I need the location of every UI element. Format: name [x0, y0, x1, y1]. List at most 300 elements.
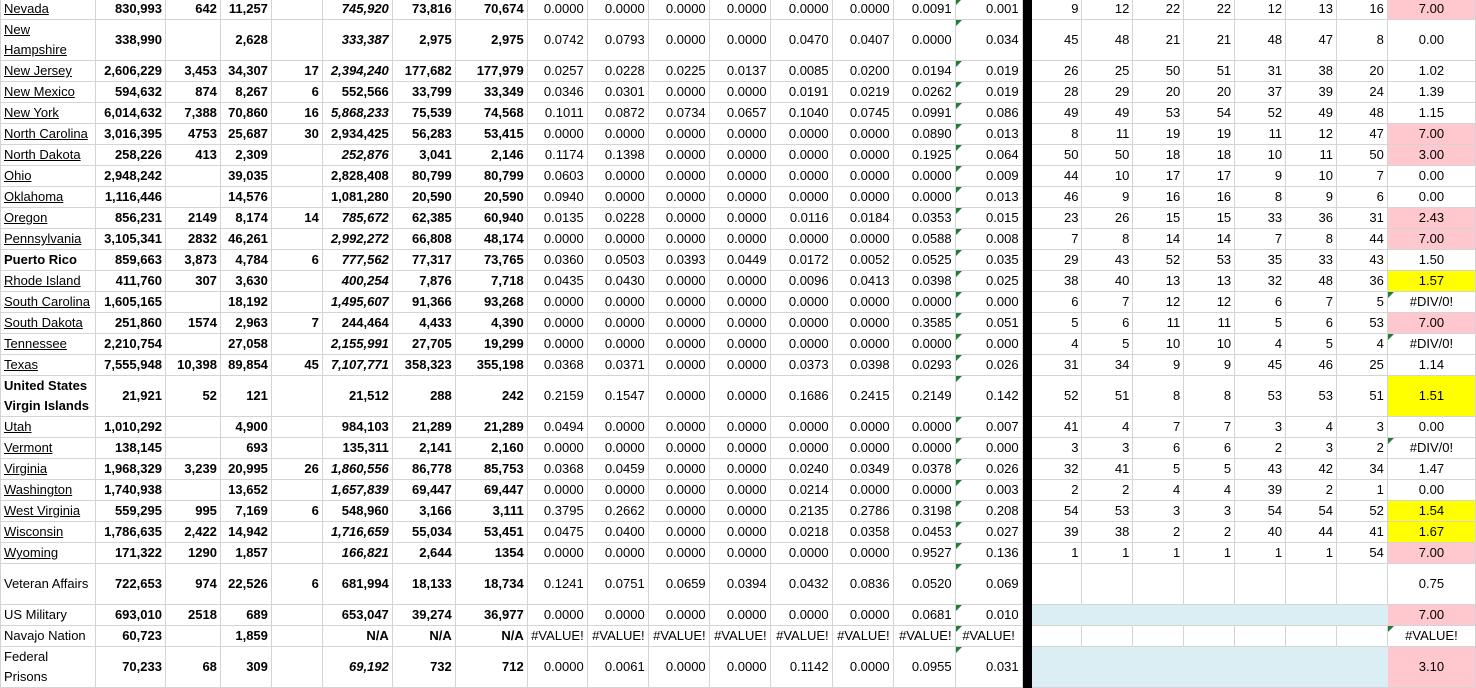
data-cell[interactable]: 0.0000: [709, 522, 770, 543]
data-cell[interactable]: 0.0000: [770, 438, 832, 459]
rank-cell[interactable]: 53: [1184, 250, 1235, 271]
data-cell[interactable]: 0.0000: [832, 292, 893, 313]
rank-cell[interactable]: 3: [1082, 438, 1133, 459]
data-cell[interactable]: 0.0378: [893, 459, 955, 480]
data-cell[interactable]: 0.0000: [893, 187, 955, 208]
data-cell[interactable]: 25,687: [220, 124, 271, 145]
rank-cell[interactable]: 1: [1235, 543, 1286, 564]
data-cell[interactable]: 0.0368: [527, 459, 587, 480]
data-cell[interactable]: 0.0000: [527, 292, 587, 313]
data-cell[interactable]: 73,765: [455, 250, 527, 271]
data-cell[interactable]: 2149: [165, 208, 220, 229]
data-cell[interactable]: 0.0085: [770, 61, 832, 82]
data-cell[interactable]: 0.0000: [587, 543, 648, 564]
data-cell[interactable]: 0.0000: [832, 543, 893, 564]
score-cell[interactable]: 0.00: [1387, 187, 1475, 208]
rank-cell[interactable]: 53: [1133, 103, 1184, 124]
data-cell[interactable]: 1574: [165, 313, 220, 334]
row-label-cell[interactable]: [1, 166, 96, 187]
rank-cell[interactable]: 15: [1133, 208, 1184, 229]
rank-cell[interactable]: 20: [1133, 82, 1184, 103]
rank-cell[interactable]: 6: [1031, 292, 1082, 313]
rank-cell[interactable]: 16: [1184, 187, 1235, 208]
data-cell[interactable]: [271, 271, 322, 292]
rank-cell[interactable]: 13: [1184, 271, 1235, 292]
rank-cell[interactable]: 44: [1031, 166, 1082, 187]
data-cell[interactable]: [271, 166, 322, 187]
data-cell[interactable]: 0.0368: [527, 355, 587, 376]
rank-cell[interactable]: 50: [1133, 61, 1184, 82]
data-cell[interactable]: 1,860,556: [322, 459, 392, 480]
data-cell[interactable]: 830,993: [95, 0, 165, 20]
data-cell[interactable]: 0.0000: [832, 187, 893, 208]
data-cell[interactable]: [271, 417, 322, 438]
rank-cell[interactable]: [1133, 605, 1184, 626]
rank-cell[interactable]: 6: [1184, 438, 1235, 459]
data-cell[interactable]: 0.0000: [709, 355, 770, 376]
data-cell[interactable]: 309: [220, 647, 271, 688]
data-cell[interactable]: 2,828,408: [322, 166, 392, 187]
data-cell[interactable]: 1,740,938: [95, 480, 165, 501]
rank-cell[interactable]: 2: [1082, 480, 1133, 501]
data-cell[interactable]: 6: [271, 250, 322, 271]
score-cell[interactable]: #DIV/0!: [1387, 292, 1475, 313]
data-cell[interactable]: 400,254: [322, 271, 392, 292]
data-cell[interactable]: 0.0000: [648, 187, 709, 208]
rank-cell[interactable]: [1336, 564, 1387, 605]
data-cell[interactable]: 995: [165, 501, 220, 522]
data-cell[interactable]: 53,415: [455, 124, 527, 145]
rank-cell[interactable]: 32: [1031, 459, 1082, 480]
data-cell[interactable]: 18,192: [220, 292, 271, 313]
data-cell[interactable]: 20,590: [392, 187, 455, 208]
data-cell[interactable]: 0.0000: [832, 417, 893, 438]
rank-cell[interactable]: 53: [1286, 376, 1337, 417]
rank-cell[interactable]: 1: [1031, 543, 1082, 564]
data-cell[interactable]: 0.0836: [832, 564, 893, 605]
rank-cell[interactable]: 3: [1235, 417, 1286, 438]
data-cell[interactable]: [271, 647, 322, 688]
score-cell[interactable]: 7.00: [1387, 124, 1475, 145]
data-cell[interactable]: 413: [165, 145, 220, 166]
data-cell[interactable]: #VALUE!: [648, 626, 709, 647]
data-cell[interactable]: 55,034: [392, 522, 455, 543]
data-cell[interactable]: 0.0172: [770, 250, 832, 271]
rank-cell[interactable]: 2: [1235, 438, 1286, 459]
rank-cell[interactable]: 42: [1286, 459, 1337, 480]
data-cell[interactable]: [271, 480, 322, 501]
data-cell[interactable]: 251,860: [95, 313, 165, 334]
data-cell[interactable]: 0.0000: [587, 229, 648, 250]
data-cell[interactable]: 4753: [165, 124, 220, 145]
row-label-cell[interactable]: [1, 61, 96, 82]
row-label-link[interactable]: Washington: [4, 482, 73, 497]
data-cell[interactable]: 548,960: [322, 501, 392, 522]
data-cell[interactable]: [165, 334, 220, 355]
rank-cell[interactable]: 14: [1133, 229, 1184, 250]
data-cell[interactable]: 39,035: [220, 166, 271, 187]
rank-cell[interactable]: 2: [1133, 522, 1184, 543]
data-cell[interactable]: 0.001: [955, 0, 1022, 20]
data-cell[interactable]: 52: [165, 376, 220, 417]
data-cell[interactable]: 0.0000: [832, 0, 893, 20]
data-cell[interactable]: 653,047: [322, 605, 392, 626]
score-cell[interactable]: 1.15: [1387, 103, 1475, 124]
data-cell[interactable]: 0.2149: [893, 376, 955, 417]
data-cell[interactable]: 177,979: [455, 61, 527, 82]
data-cell[interactable]: 7,876: [392, 271, 455, 292]
data-cell[interactable]: 0.0000: [648, 605, 709, 626]
data-cell[interactable]: 0.0191: [770, 82, 832, 103]
data-cell[interactable]: 288: [392, 376, 455, 417]
data-cell[interactable]: #VALUE!: [832, 626, 893, 647]
data-cell[interactable]: 0.0742: [527, 20, 587, 61]
data-cell[interactable]: 0.0459: [587, 459, 648, 480]
data-cell[interactable]: 70,860: [220, 103, 271, 124]
data-cell[interactable]: 0.1174: [527, 145, 587, 166]
rank-cell[interactable]: 5: [1184, 459, 1235, 480]
rank-cell[interactable]: 5: [1031, 313, 1082, 334]
data-cell[interactable]: 33,799: [392, 82, 455, 103]
data-cell[interactable]: 66,808: [392, 229, 455, 250]
score-cell[interactable]: 7.00: [1387, 313, 1475, 334]
rank-cell[interactable]: 12: [1184, 292, 1235, 313]
rank-cell[interactable]: 12: [1235, 0, 1286, 20]
data-cell[interactable]: [271, 229, 322, 250]
rank-cell[interactable]: 36: [1286, 208, 1337, 229]
data-cell[interactable]: 0.0745: [832, 103, 893, 124]
data-cell[interactable]: 0.031: [955, 647, 1022, 688]
rank-cell[interactable]: 2: [1286, 480, 1337, 501]
data-cell[interactable]: 258,226: [95, 145, 165, 166]
rank-cell[interactable]: 11: [1286, 145, 1337, 166]
rank-cell[interactable]: [1184, 626, 1235, 647]
rank-cell[interactable]: 46: [1031, 187, 1082, 208]
data-cell[interactable]: 1,116,446: [95, 187, 165, 208]
rank-cell[interactable]: 33: [1286, 250, 1337, 271]
row-label-cell[interactable]: [1, 313, 96, 334]
rank-cell[interactable]: 45: [1235, 355, 1286, 376]
rank-cell[interactable]: 34: [1336, 459, 1387, 480]
rank-cell[interactable]: 38: [1082, 522, 1133, 543]
rank-cell[interactable]: 5: [1082, 334, 1133, 355]
data-cell[interactable]: 0.0000: [709, 229, 770, 250]
rank-cell[interactable]: [1235, 605, 1286, 626]
data-cell[interactable]: 0.000: [955, 334, 1022, 355]
data-cell[interactable]: 77,317: [392, 250, 455, 271]
data-cell[interactable]: 0.0503: [587, 250, 648, 271]
score-cell[interactable]: #VALUE!: [1387, 626, 1475, 647]
rank-cell[interactable]: 31: [1336, 208, 1387, 229]
data-cell[interactable]: #VALUE!: [527, 626, 587, 647]
score-cell[interactable]: 0.00: [1387, 166, 1475, 187]
rank-cell[interactable]: 15: [1184, 208, 1235, 229]
data-cell[interactable]: 0.0000: [648, 271, 709, 292]
data-cell[interactable]: 121: [220, 376, 271, 417]
data-cell[interactable]: 252,876: [322, 145, 392, 166]
rank-cell[interactable]: 53: [1235, 376, 1286, 417]
row-label-cell[interactable]: [1, 103, 96, 124]
data-cell[interactable]: 0.0373: [770, 355, 832, 376]
score-cell[interactable]: 0.00: [1387, 417, 1475, 438]
data-cell[interactable]: 0.0000: [770, 334, 832, 355]
data-cell[interactable]: 166,821: [322, 543, 392, 564]
data-cell[interactable]: 0.0000: [648, 647, 709, 688]
rank-cell[interactable]: 13: [1133, 271, 1184, 292]
score-cell[interactable]: 0.00: [1387, 20, 1475, 61]
rank-cell[interactable]: 46: [1286, 355, 1337, 376]
data-cell[interactable]: 0.0000: [648, 166, 709, 187]
data-cell[interactable]: 0.0371: [587, 355, 648, 376]
rank-cell[interactable]: 9: [1133, 355, 1184, 376]
data-cell[interactable]: 0.019: [955, 61, 1022, 82]
data-cell[interactable]: [165, 20, 220, 61]
data-cell[interactable]: #VALUE!: [709, 626, 770, 647]
rank-cell[interactable]: 5: [1336, 292, 1387, 313]
row-label-cell[interactable]: [1, 626, 96, 647]
data-cell[interactable]: 138,145: [95, 438, 165, 459]
rank-cell[interactable]: [1286, 605, 1337, 626]
data-cell[interactable]: 0.0200: [832, 61, 893, 82]
rank-cell[interactable]: 38: [1031, 271, 1082, 292]
row-label-cell[interactable]: [1, 124, 96, 145]
data-cell[interactable]: 0.0000: [527, 647, 587, 688]
rank-cell[interactable]: 54: [1031, 501, 1082, 522]
data-cell[interactable]: [165, 438, 220, 459]
rank-cell[interactable]: 50: [1031, 145, 1082, 166]
rank-cell[interactable]: 10: [1133, 334, 1184, 355]
rank-cell[interactable]: 41: [1082, 459, 1133, 480]
data-cell[interactable]: 0.0000: [648, 522, 709, 543]
row-label-link[interactable]: Texas: [4, 357, 38, 372]
data-cell[interactable]: 0.1398: [587, 145, 648, 166]
data-cell[interactable]: 1,495,607: [322, 292, 392, 313]
data-cell[interactable]: 6: [271, 564, 322, 605]
rank-cell[interactable]: 34: [1082, 355, 1133, 376]
rank-cell[interactable]: 54: [1184, 103, 1235, 124]
rank-cell[interactable]: 49: [1286, 103, 1337, 124]
rank-cell[interactable]: 4: [1286, 417, 1337, 438]
data-cell[interactable]: #VALUE!: [770, 626, 832, 647]
data-cell[interactable]: 1,859: [220, 626, 271, 647]
data-cell[interactable]: 0.1142: [770, 647, 832, 688]
rank-cell[interactable]: 11: [1133, 313, 1184, 334]
row-label-cell[interactable]: [1, 417, 96, 438]
rank-cell[interactable]: [1184, 605, 1235, 626]
rank-cell[interactable]: [1235, 626, 1286, 647]
data-cell[interactable]: 0.0398: [893, 271, 955, 292]
data-cell[interactable]: 0.0137: [709, 61, 770, 82]
row-label-cell[interactable]: [1, 334, 96, 355]
rank-cell[interactable]: 22: [1184, 0, 1235, 20]
data-cell[interactable]: 0.0000: [709, 20, 770, 61]
data-cell[interactable]: 8,267: [220, 82, 271, 103]
rank-cell[interactable]: 20: [1184, 82, 1235, 103]
data-cell[interactable]: 14,576: [220, 187, 271, 208]
row-label-link[interactable]: Oregon: [4, 210, 48, 225]
rank-cell[interactable]: 4: [1133, 480, 1184, 501]
data-cell[interactable]: 0.0000: [709, 459, 770, 480]
rank-cell[interactable]: 12: [1082, 0, 1133, 20]
data-cell[interactable]: 0.0000: [770, 187, 832, 208]
data-cell[interactable]: 0.9527: [893, 543, 955, 564]
data-cell[interactable]: 0.0116: [770, 208, 832, 229]
rank-cell[interactable]: 4: [1082, 417, 1133, 438]
data-cell[interactable]: 0.0000: [709, 292, 770, 313]
data-cell[interactable]: 0.0449: [709, 250, 770, 271]
rank-cell[interactable]: 32: [1235, 271, 1286, 292]
row-label-link[interactable]: Tennessee: [4, 336, 67, 351]
data-cell[interactable]: 0.003: [955, 480, 1022, 501]
row-label-link[interactable]: West Virginia: [4, 503, 81, 518]
data-cell[interactable]: 0.0000: [709, 501, 770, 522]
data-cell[interactable]: 0.026: [955, 355, 1022, 376]
data-cell[interactable]: 0.064: [955, 145, 1022, 166]
data-cell[interactable]: 21,921: [95, 376, 165, 417]
data-cell[interactable]: 60,940: [455, 208, 527, 229]
rank-cell[interactable]: 10: [1235, 145, 1286, 166]
data-cell[interactable]: 14: [271, 208, 322, 229]
data-cell[interactable]: 0.007: [955, 417, 1022, 438]
data-cell[interactable]: [165, 292, 220, 313]
rank-cell[interactable]: [1184, 647, 1235, 688]
data-cell[interactable]: 62,385: [392, 208, 455, 229]
data-cell[interactable]: 2,141: [392, 438, 455, 459]
data-cell[interactable]: 0.0000: [648, 438, 709, 459]
data-cell[interactable]: 0.0000: [709, 647, 770, 688]
data-cell[interactable]: 0.0000: [893, 20, 955, 61]
rank-cell[interactable]: 8: [1336, 20, 1387, 61]
score-cell[interactable]: 7.00: [1387, 0, 1475, 20]
data-cell[interactable]: 0.0000: [648, 543, 709, 564]
score-cell[interactable]: 7.00: [1387, 605, 1475, 626]
data-cell[interactable]: 0.0000: [709, 208, 770, 229]
rank-cell[interactable]: 8: [1031, 124, 1082, 145]
rank-cell[interactable]: 40: [1235, 522, 1286, 543]
rank-cell[interactable]: 9: [1286, 187, 1337, 208]
data-cell[interactable]: 0.0000: [648, 82, 709, 103]
rank-cell[interactable]: 33: [1235, 208, 1286, 229]
rank-cell[interactable]: [1336, 626, 1387, 647]
data-cell[interactable]: 0.0000: [770, 313, 832, 334]
data-cell[interactable]: 722,653: [95, 564, 165, 605]
rank-cell[interactable]: 50: [1082, 145, 1133, 166]
data-cell[interactable]: 0.0000: [648, 313, 709, 334]
data-cell[interactable]: 2,948,242: [95, 166, 165, 187]
rank-cell[interactable]: 53: [1336, 313, 1387, 334]
data-cell[interactable]: 0.051: [955, 313, 1022, 334]
rank-cell[interactable]: 25: [1336, 355, 1387, 376]
data-cell[interactable]: 10,398: [165, 355, 220, 376]
row-label-cell[interactable]: [1, 376, 96, 417]
row-label-link[interactable]: South Dakota: [4, 315, 83, 330]
data-cell[interactable]: 0.0430: [587, 271, 648, 292]
data-cell[interactable]: 14,942: [220, 522, 271, 543]
rank-cell[interactable]: 51: [1336, 376, 1387, 417]
score-cell[interactable]: 1.51: [1387, 376, 1475, 417]
data-cell[interactable]: 0.015: [955, 208, 1022, 229]
data-cell[interactable]: 2,394,240: [322, 61, 392, 82]
data-cell[interactable]: 0.3198: [893, 501, 955, 522]
rank-cell[interactable]: 12: [1133, 292, 1184, 313]
data-cell[interactable]: 0.1011: [527, 103, 587, 124]
data-cell[interactable]: [165, 417, 220, 438]
data-cell[interactable]: 3,041: [392, 145, 455, 166]
data-cell[interactable]: 0.0000: [527, 313, 587, 334]
data-cell[interactable]: 0.0194: [893, 61, 955, 82]
data-cell[interactable]: 0.0000: [770, 605, 832, 626]
rank-cell[interactable]: 39: [1031, 522, 1082, 543]
data-cell[interactable]: 20,995: [220, 459, 271, 480]
rank-cell[interactable]: 48: [1336, 103, 1387, 124]
data-cell[interactable]: 244,464: [322, 313, 392, 334]
rank-cell[interactable]: [1082, 647, 1133, 688]
data-cell[interactable]: 6: [271, 82, 322, 103]
data-cell[interactable]: 0.0000: [527, 605, 587, 626]
rank-cell[interactable]: [1184, 564, 1235, 605]
data-cell[interactable]: 3,239: [165, 459, 220, 480]
data-cell[interactable]: 0.0262: [893, 82, 955, 103]
rank-cell[interactable]: 19: [1184, 124, 1235, 145]
row-label-link[interactable]: Utah: [4, 419, 32, 434]
rank-cell[interactable]: [1133, 626, 1184, 647]
data-cell[interactable]: 2,422: [165, 522, 220, 543]
data-cell[interactable]: 6,014,632: [95, 103, 165, 124]
data-cell[interactable]: 0.0000: [709, 271, 770, 292]
row-label-cell[interactable]: [1, 82, 96, 103]
data-cell[interactable]: 0.0000: [832, 480, 893, 501]
data-cell[interactable]: 0.3585: [893, 313, 955, 334]
data-cell[interactable]: 0.0000: [648, 459, 709, 480]
rank-cell[interactable]: 7: [1184, 417, 1235, 438]
data-cell[interactable]: 19,299: [455, 334, 527, 355]
row-label-cell[interactable]: [1, 459, 96, 480]
data-cell[interactable]: 0.0000: [527, 0, 587, 20]
data-cell[interactable]: 3,166: [392, 501, 455, 522]
rank-cell[interactable]: 6: [1336, 187, 1387, 208]
data-cell[interactable]: N/A: [455, 626, 527, 647]
data-cell[interactable]: 0.0000: [709, 0, 770, 20]
data-cell[interactable]: 16: [271, 103, 322, 124]
data-cell[interactable]: 0.0000: [893, 166, 955, 187]
data-cell[interactable]: 0.027: [955, 522, 1022, 543]
data-cell[interactable]: 2,628: [220, 20, 271, 61]
data-cell[interactable]: 0.208: [955, 501, 1022, 522]
rank-cell[interactable]: [1082, 564, 1133, 605]
row-label-link[interactable]: New Mexico: [4, 84, 75, 99]
data-cell[interactable]: 1,968,329: [95, 459, 165, 480]
rank-cell[interactable]: 22: [1133, 0, 1184, 20]
data-cell[interactable]: 0.0000: [832, 438, 893, 459]
rank-cell[interactable]: 16: [1133, 187, 1184, 208]
data-cell[interactable]: 0.2786: [832, 501, 893, 522]
data-cell[interactable]: 1,081,280: [322, 187, 392, 208]
row-label-cell[interactable]: [1, 355, 96, 376]
data-cell[interactable]: 0.0000: [527, 124, 587, 145]
score-cell[interactable]: 0.00: [1387, 480, 1475, 501]
data-cell[interactable]: 0.0000: [709, 145, 770, 166]
data-cell[interactable]: 0.0000: [648, 0, 709, 20]
data-cell[interactable]: 0.2135: [770, 501, 832, 522]
data-cell[interactable]: 0.1925: [893, 145, 955, 166]
data-cell[interactable]: 0.0000: [832, 124, 893, 145]
data-cell[interactable]: 0.0000: [709, 313, 770, 334]
data-cell[interactable]: 0.0407: [832, 20, 893, 61]
row-label-link[interactable]: Rhode Island: [4, 273, 81, 288]
data-cell[interactable]: 0.035: [955, 250, 1022, 271]
data-cell[interactable]: 70,674: [455, 0, 527, 20]
data-cell[interactable]: 18,133: [392, 564, 455, 605]
